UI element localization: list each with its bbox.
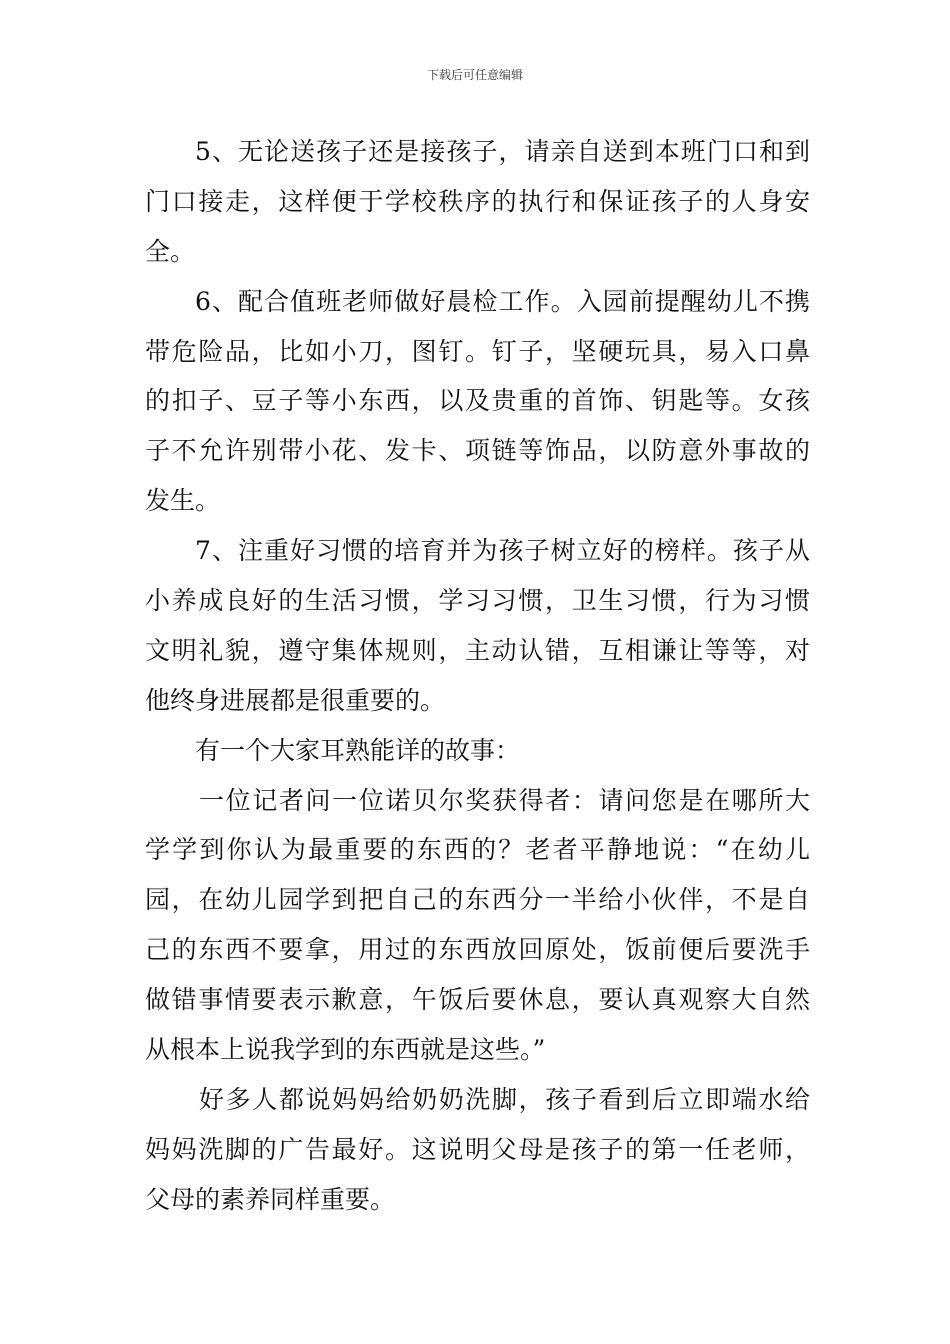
text-line: 发生。: [145, 486, 221, 516]
text-line: 6、配合值班老师做好晨检工作。入园前提醒幼儿不携: [195, 286, 810, 316]
text-line: 的扣子、豆子等小东西，以及贵重的首饰、钥匙等。女孩: [145, 386, 810, 416]
text-line: 子不允许别带小花、发卡、项链等饰品，以防意外事故的: [145, 436, 810, 466]
text-line: 文明礼貌，遵守集体规则，主动认错，互相谦让等等，对: [145, 635, 810, 665]
text-line: 妈妈洗脚的广告最好。这说明父母是孩子的第一任老师，: [145, 1134, 810, 1164]
text-line: 从根本上说我学到的东西就是这些。”: [145, 1035, 546, 1065]
download-note: 下载后可任意编辑: [426, 68, 523, 82]
text-line: 一位记者问一位诺贝尔奖获得者：请问您是在哪所大: [199, 785, 810, 815]
text-line: 全。: [145, 236, 196, 266]
paragraph-story-intro: [145, 726, 810, 776]
text-line: 他终身进展都是很重要的。: [145, 685, 446, 715]
document-body: [145, 127, 810, 1225]
paragraph-7: [145, 526, 810, 726]
text-line: 有一个大家耳熟能详的故事：: [195, 735, 521, 765]
text-line: 父母的素养同样重要。: [145, 1184, 396, 1214]
text-line: 园，在幼儿园学到把自己的东西分一半给小伙伴，不是自: [145, 885, 810, 915]
text-line: 7、注重好习惯的培育并为孩子树立好的榜样。孩子从: [195, 536, 810, 566]
text-line: 小养成良好的生活习惯，学习习惯，卫生习惯，行为习惯: [145, 586, 810, 616]
text-line: 带危险品，比如小刀，图钉。钉子，坚硬玩具，易入口鼻: [145, 336, 810, 366]
paragraph-conclusion: [145, 1075, 810, 1225]
text-line: 学学到你认为最重要的东西的？老者平静地说：“在幼儿: [145, 835, 810, 865]
text-line: 5、无论送孩子还是接孩子，请亲自送到本班门口和到: [195, 137, 810, 166]
paragraph-story: [145, 776, 810, 1075]
text-line: 做错事情要表示歉意，午饭后要休息，要认真观察大自然: [145, 985, 810, 1015]
paragraph-5: [145, 127, 810, 277]
text-line: 己的东西不要拿，用过的东西放回原处，饭前便后要洗手: [145, 935, 810, 965]
text-line: 门口接走，这样便于学校秩序的执行和保证孩子的人身安: [145, 186, 810, 216]
text-line: 好多人都说妈妈给奶奶洗脚，孩子看到后立即端水给: [199, 1084, 810, 1114]
paragraph-6: [145, 277, 810, 526]
